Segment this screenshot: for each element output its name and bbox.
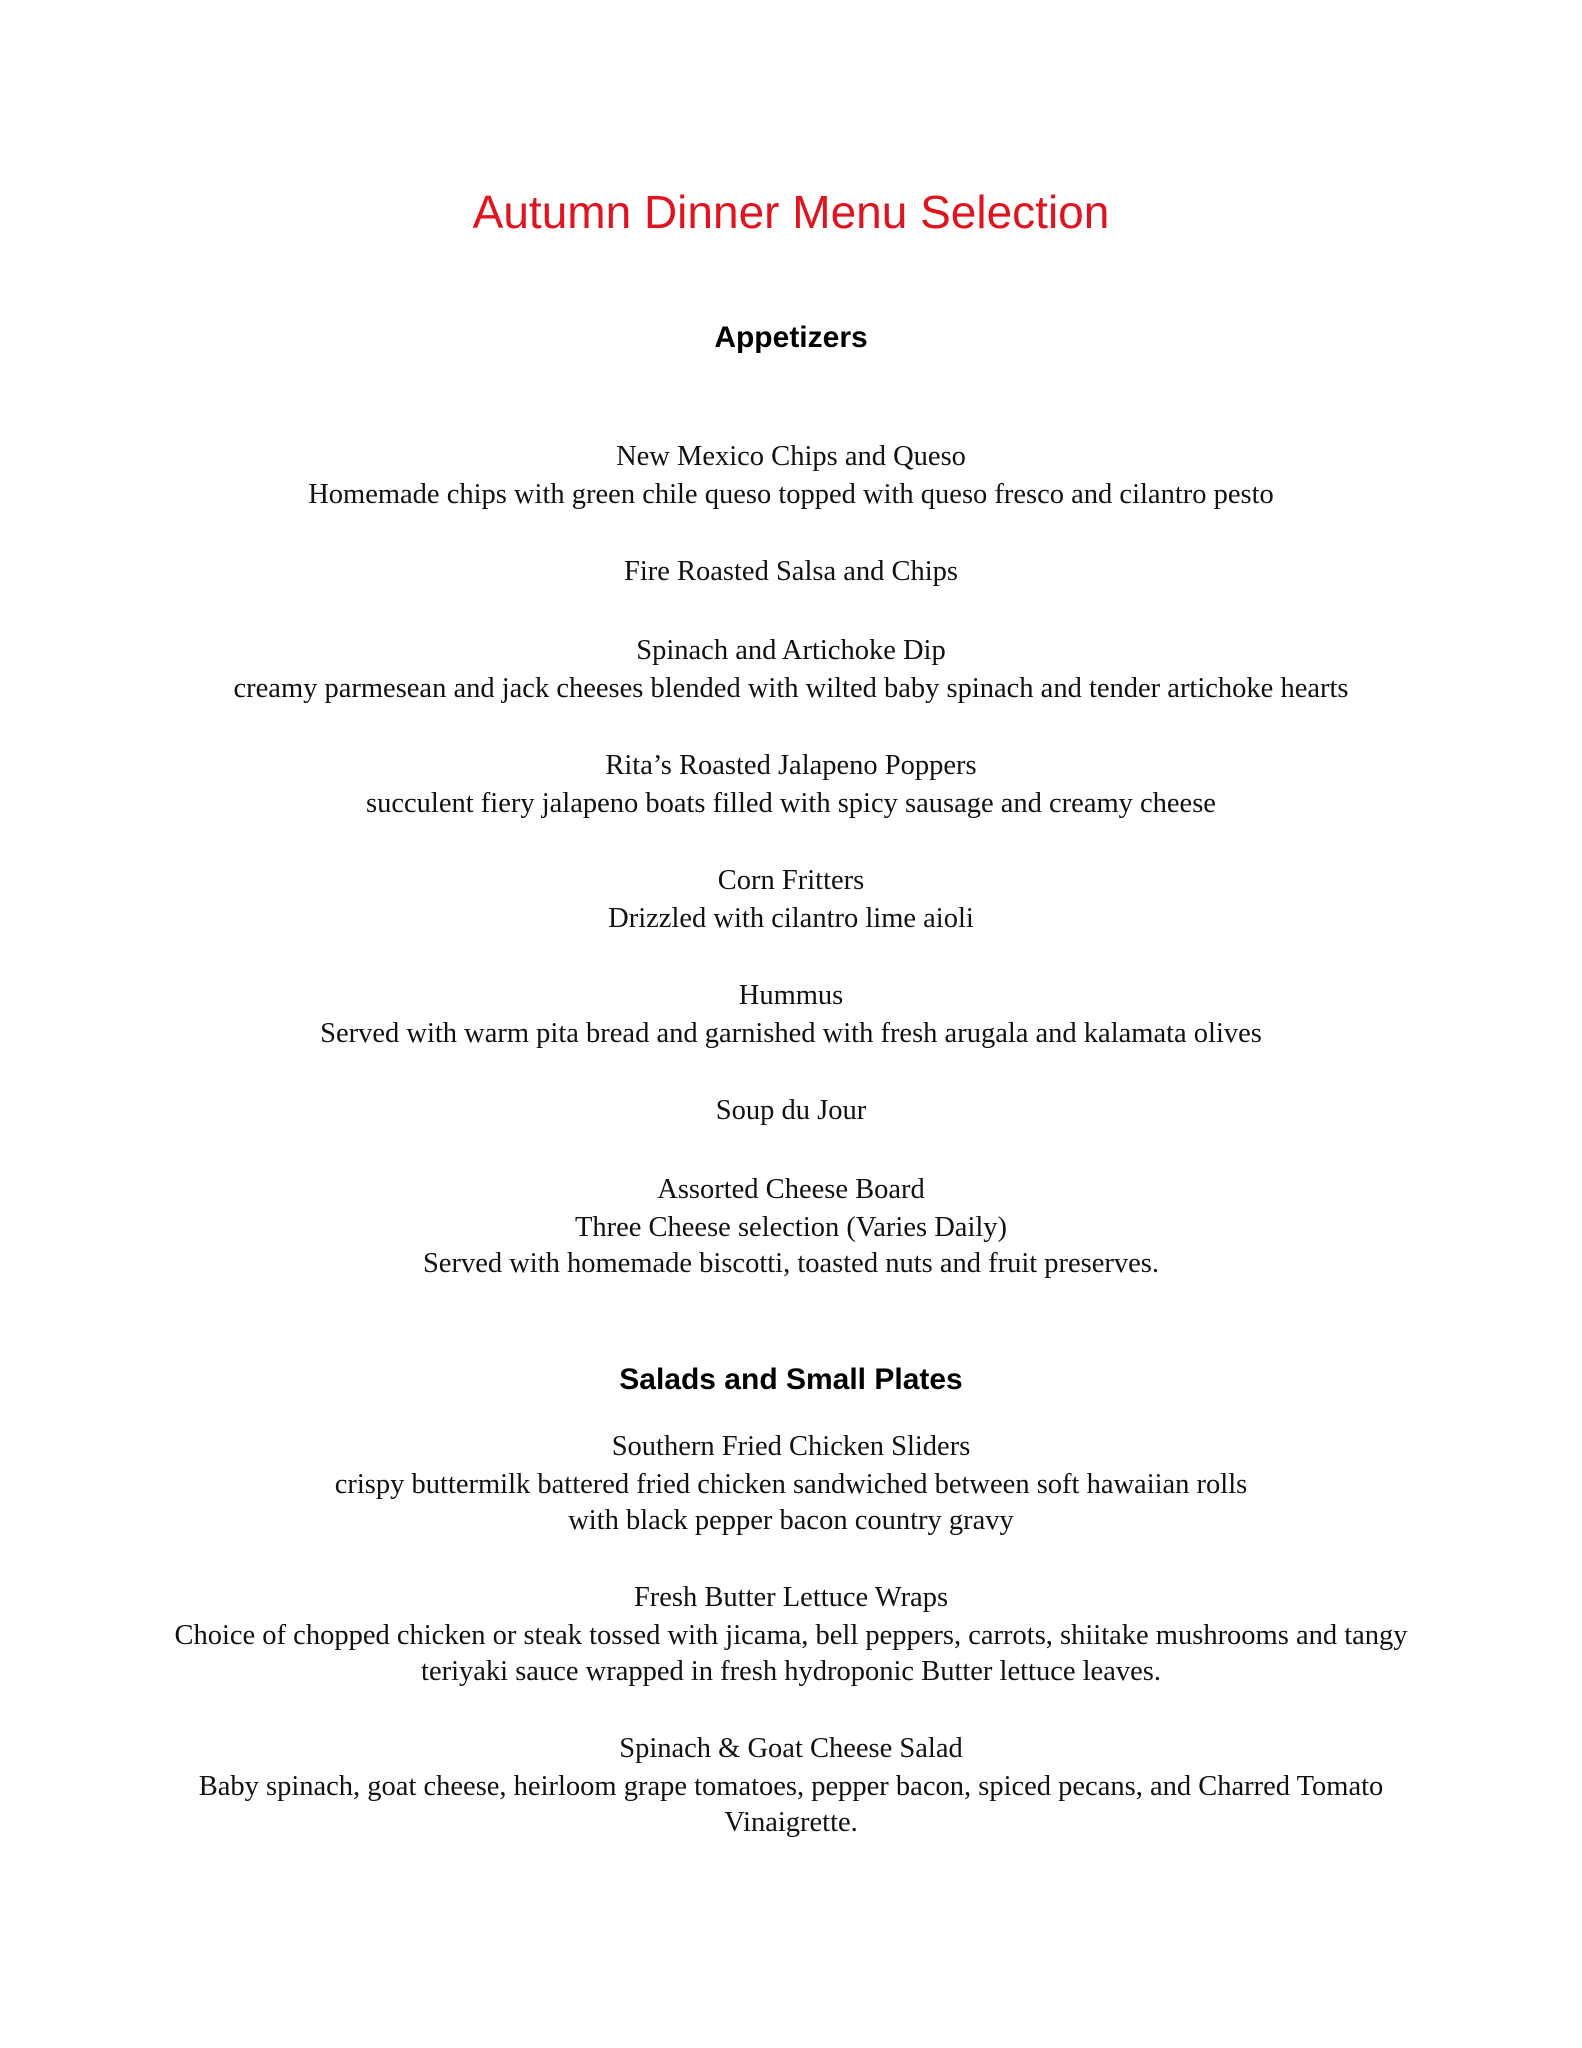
item-name: Soup du Jour xyxy=(715,1095,867,1126)
item-description: Drizzled with cilantro lime aioli xyxy=(608,903,974,934)
item-description: Homemade chips with green chile queso topped with queso fresco and cilantro pesto xyxy=(308,479,1274,510)
item-name: Fire Roasted Salsa and Chips xyxy=(623,556,959,587)
item-name: Southern Fried Chicken Sliders xyxy=(611,1431,971,1462)
menu-item xyxy=(0,552,1582,592)
item-name: Rita’s Roasted Jalapeno Poppers xyxy=(605,750,977,781)
item-description: with black pepper bacon country gravy xyxy=(568,1505,1014,1536)
item-description: Baby spinach, goat cheese, heirloom grape tomatoes, pepper bacon, spiced pecans, and Charred Tomato Vinaigrette. xyxy=(198,1771,1384,1838)
menu-item xyxy=(0,437,1582,513)
item-description: Three Cheese selection (Varies Daily) xyxy=(574,1212,1008,1243)
section-heading-appetizers: Appetizers xyxy=(714,321,868,354)
menu-item xyxy=(0,976,1582,1052)
item-name: Fresh Butter Lettuce Wraps xyxy=(633,1582,949,1613)
section-heading-salads: Salads and Small Plates xyxy=(619,1363,963,1396)
menu-item xyxy=(0,1578,1582,1690)
item-description: succulent fiery jalapeno boats filled with spicy sausage and creamy cheese xyxy=(366,788,1216,819)
item-name: Spinach & Goat Cheese Salad xyxy=(619,1733,963,1764)
item-description: Served with warm pita bread and garnished with fresh arugala and kalamata olives xyxy=(320,1018,1262,1049)
item-description: Choice of chopped chicken or steak tossed with jicama, bell peppers, carrots, shiitake mushrooms and tangy teriyaki sauce wrapped in fresh hydroponic Butter lettuce leaves. xyxy=(174,1620,1408,1687)
menu-item xyxy=(0,1091,1582,1131)
menu-item xyxy=(0,1170,1582,1282)
menu-item xyxy=(0,631,1582,707)
item-description: Served with homemade biscotti, toasted nuts and fruit preserves. xyxy=(422,1248,1160,1279)
item-name: New Mexico Chips and Queso xyxy=(616,441,966,472)
item-name: Spinach and Artichoke Dip xyxy=(636,635,946,666)
salads-list xyxy=(0,1427,1582,1841)
appetizers-list xyxy=(0,437,1582,1282)
menu-item xyxy=(0,861,1582,937)
menu-item xyxy=(0,1427,1582,1539)
item-name: Assorted Cheese Board xyxy=(657,1174,925,1205)
item-name: Hummus xyxy=(738,980,844,1011)
menu-title: Autumn Dinner Menu Selection xyxy=(472,186,1110,238)
item-description: creamy parmesean and jack cheeses blended with wilted baby spinach and tender artichoke hearts xyxy=(233,673,1349,704)
menu-item xyxy=(0,1729,1582,1841)
item-name: Corn Fritters xyxy=(717,865,865,896)
menu-item xyxy=(0,746,1582,822)
item-description: crispy buttermilk battered fried chicken sandwiched between soft hawaiian rolls xyxy=(334,1469,1248,1500)
